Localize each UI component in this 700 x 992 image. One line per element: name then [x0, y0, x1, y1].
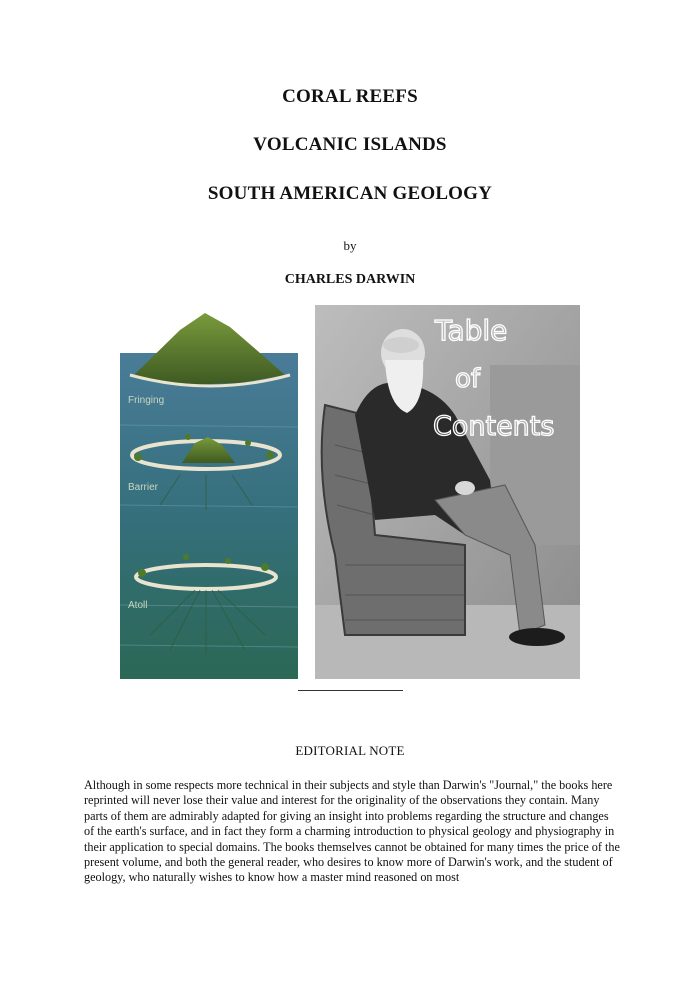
darwin-portrait: [315, 305, 580, 679]
by-line: by: [343, 238, 357, 253]
title-south-american-geology: SOUTH AMERICAN GEOLOGY: [207, 183, 493, 204]
editorial-note-body: Although in some respects more technical in their subjects and style than Darwin's "Journal," the books here reprinted will never lose their value and interest for the originality of the observations they contain. Many parts of them are admirably adapted for giving an insight into problems regarding the structure and changes of the earth's surface, and in fact they form a charming introduction to physical geology and physiography in their application to special domains. The books themselves cannot be obtained for many times the price of the present volume, and both the general reader, who desires to know more of Darwin's work, and the student of geology, who naturally wishes to know how a master mind reasoned on most: [84, 778, 620, 885]
overlay-contents: Contents: [433, 411, 555, 442]
title-coral-reefs: CORAL REEFS: [282, 86, 418, 107]
author-name: CHARLES DARWIN: [284, 272, 416, 287]
reef-label-barrier: Barrier: [128, 482, 159, 493]
reef-label-atoll: Atoll: [128, 600, 148, 611]
title-volcanic-islands: VOLCANIC ISLANDS: [253, 134, 447, 155]
overlay-of: of: [455, 364, 481, 394]
overlay-table: Table: [435, 314, 508, 347]
volcano-mountain: [134, 313, 285, 385]
editorial-note-heading: EDITORIAL NOTE: [295, 743, 405, 758]
reef-label-fringing: Fringing: [128, 395, 165, 406]
section-divider: [298, 690, 403, 691]
coral-reef-illustration: [120, 305, 298, 679]
